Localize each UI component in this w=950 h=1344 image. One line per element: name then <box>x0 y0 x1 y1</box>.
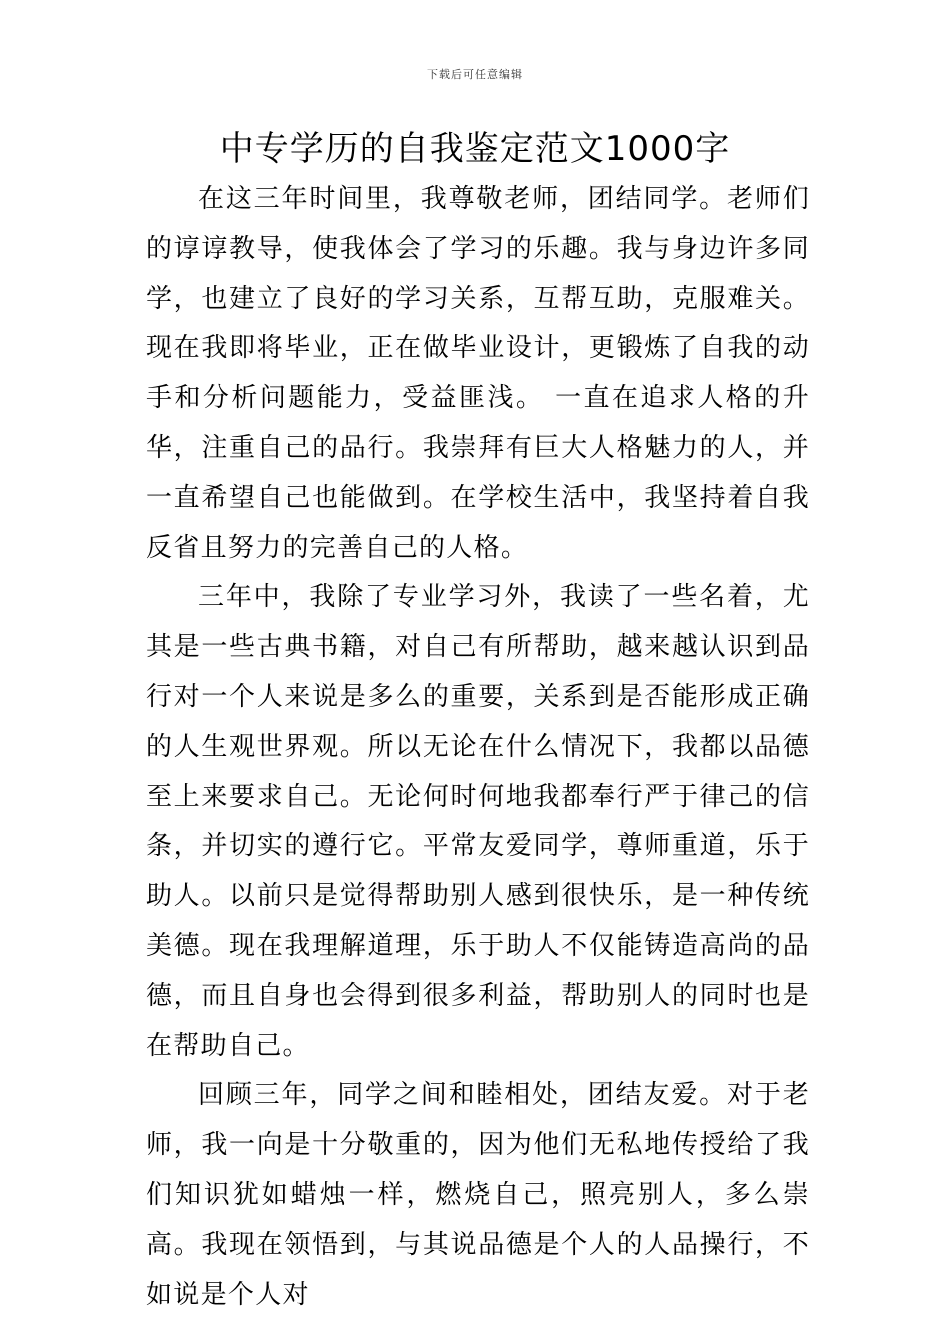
paragraph-1: 在这三年时间里，我尊敬老师，团结同学。老师们的谆谆教导，使我体会了学习的乐趣。我与身边许多同学，也建立了良好的学习关系，互帮互助，克服难关。现在我即将毕业，正在做毕业设计，更锻炼了自我的动手和分析问题能力，受益匪浅。 一直在追求人格的升华，注重自己的品行。我崇拜有巨大人格魅力的人，并一直希望自己也能做到。在学校生活中，我坚持着自我反省且努力的完善自己的人格。 <box>146 184 810 563</box>
document-body <box>146 175 810 1320</box>
document-title: 中专学历的自我鉴定范文1000字 <box>219 129 731 169</box>
header-note: 下载后可任意编辑 <box>427 68 523 81</box>
paragraph-3: 回顾三年，同学之间和睦相处，团结友爱。对于老师，我一向是十分敬重的，因为他们无私地传授给了我们知识犹如蜡烛一样，燃烧自己，照亮别人，多么崇高。我现在领悟到，与其说品德是个人的人品操行，不如说是个人对 <box>146 1080 810 1310</box>
paragraph-2: 三年中，我除了专业学习外，我读了一些名着，尤其是一些古典书籍，对自己有所帮助，越来越认识到品行对一个人来说是多么的重要，关系到是否能形成正确的人生观世界观。所以无论在什么情况下，我都以品德至上来要求自己。无论何时何地我都奉行严于律己的信条，并切实的遵行它。平常友爱同学，尊师重道，乐于助人。以前只是觉得帮助别人感到很快乐，是一种传统美德。现在我理解道理，乐于助人不仅能铸造高尚的品德，而且自身也会得到很多利益，帮助别人的同时也是在帮助自己。 <box>146 582 810 1061</box>
